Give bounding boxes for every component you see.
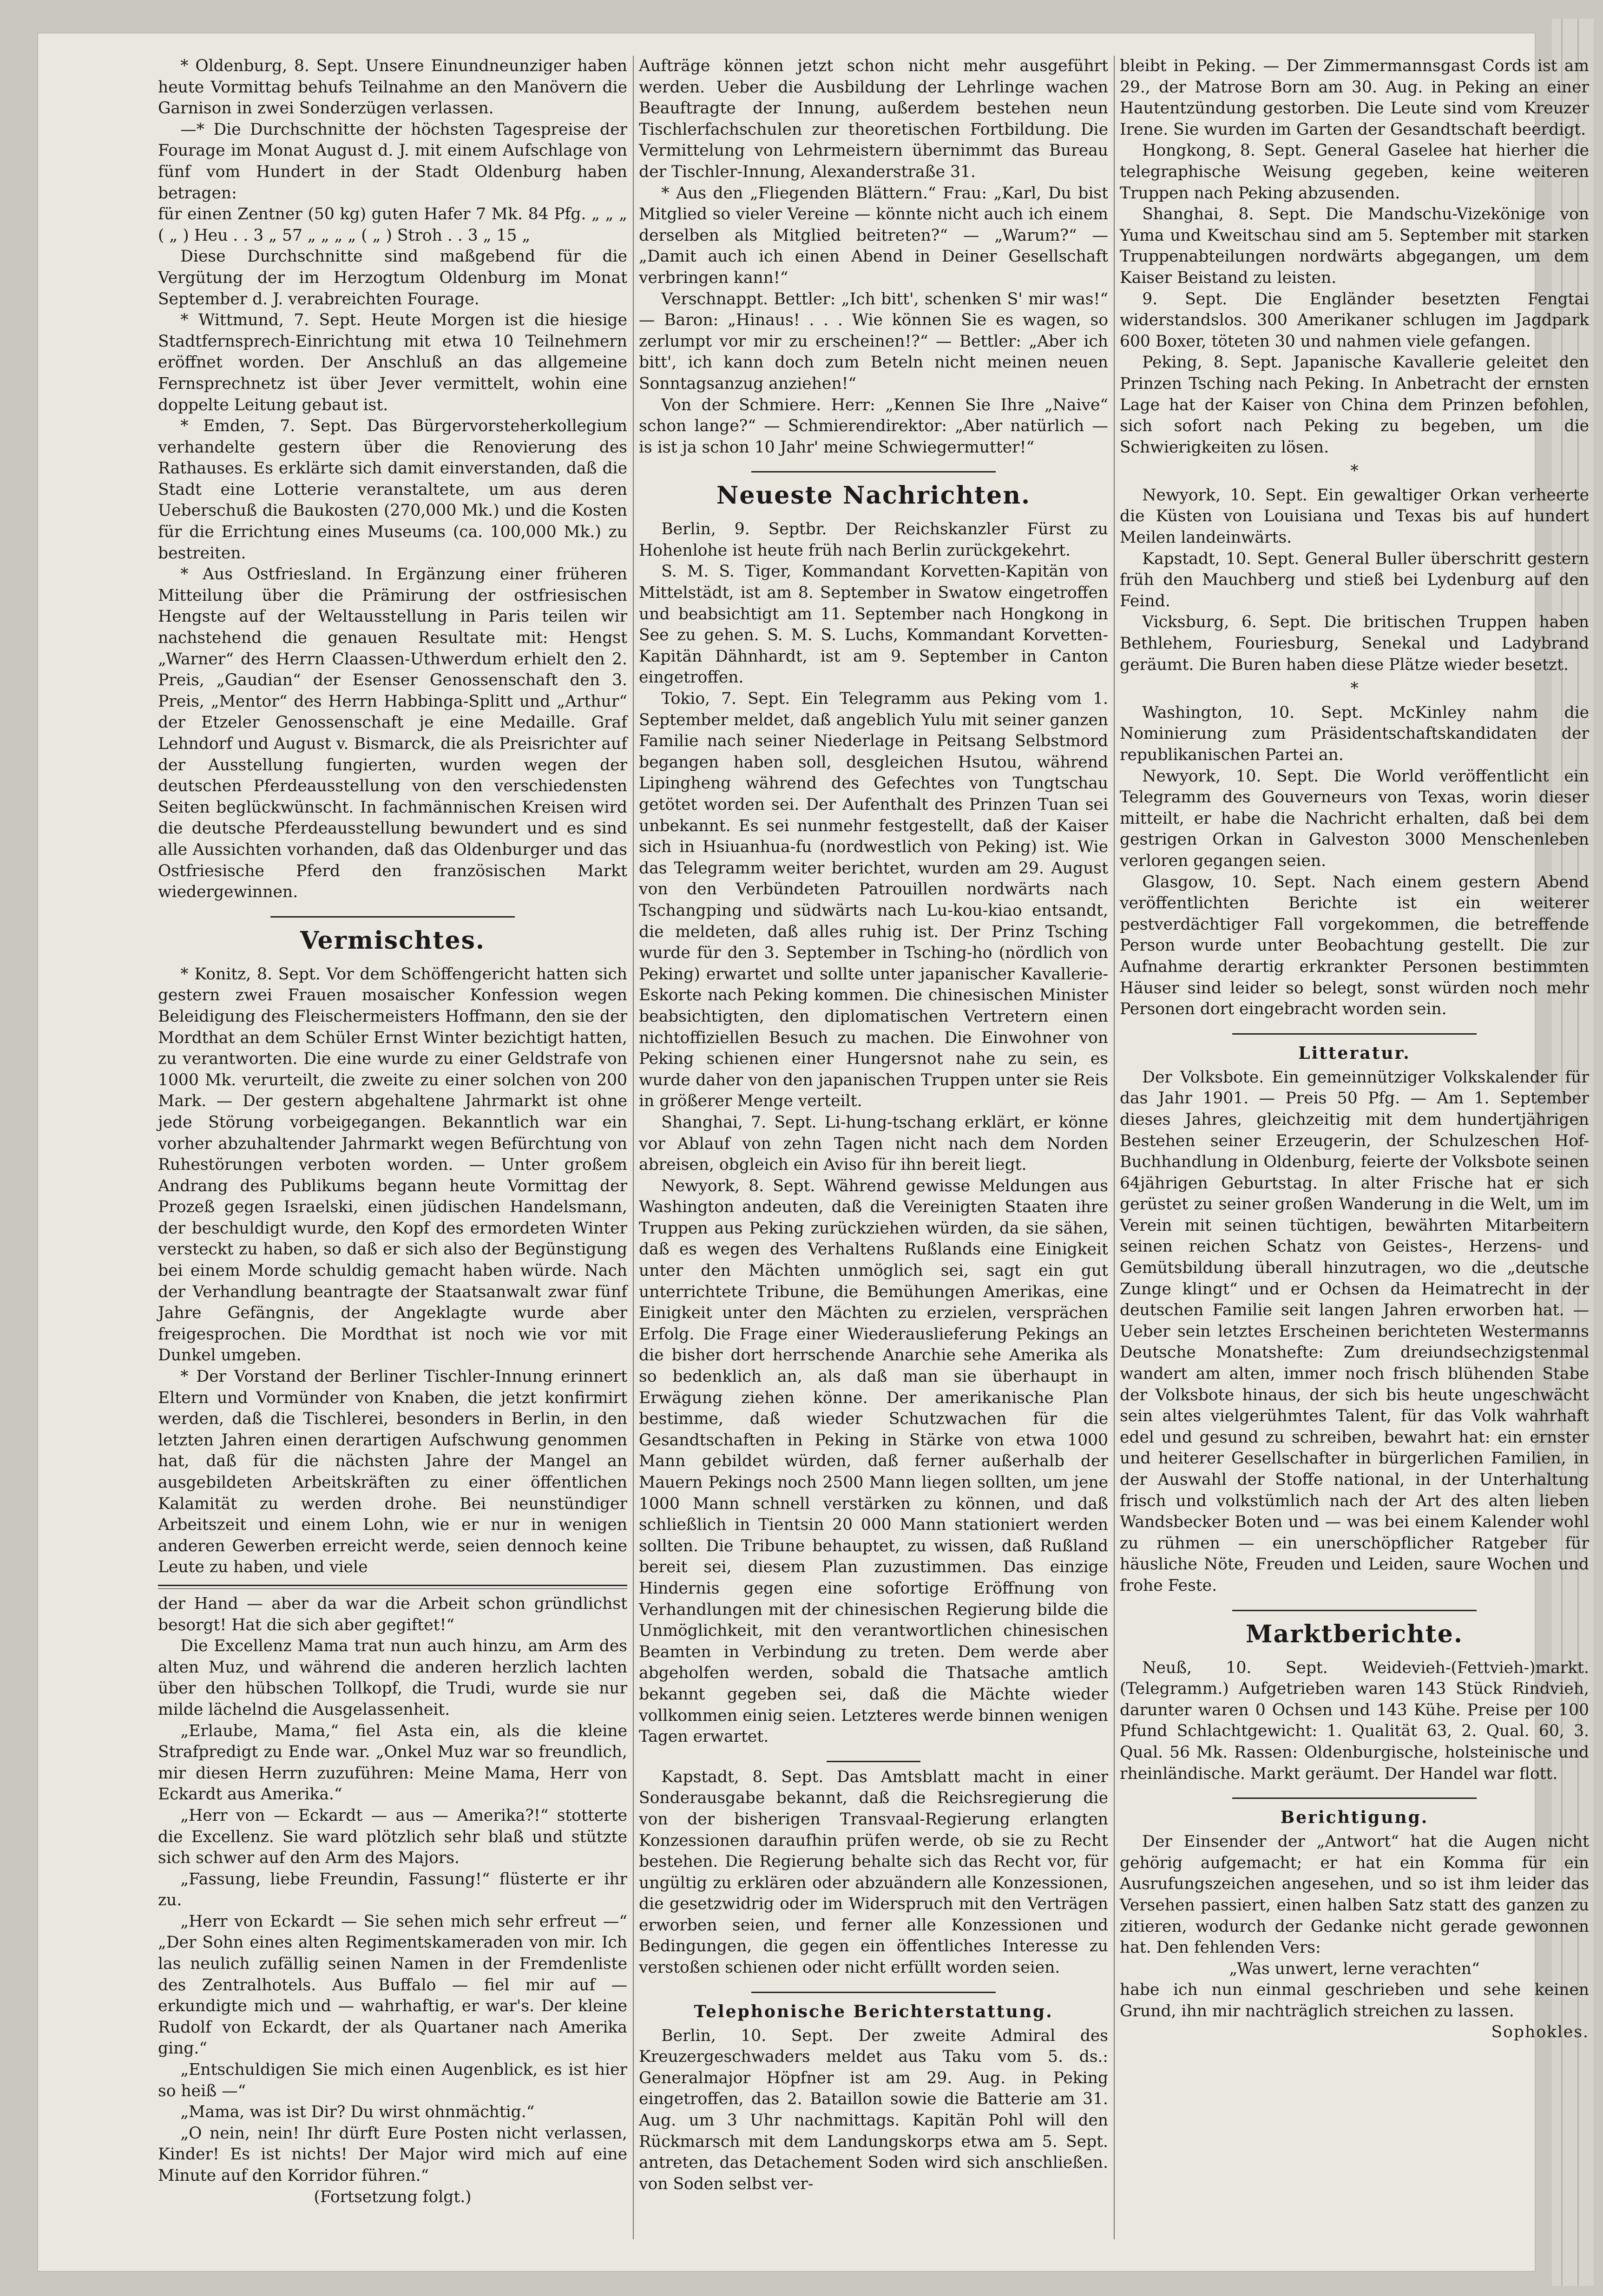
column-rule — [633, 56, 634, 2239]
article-emden: * Emden, 7. Sept. Das Bürgervorsteherkollegium verhandelte gestern über die Renovierung des Rathauses. Es erklärte sich damit einverstanden, daß die Stadt eine Lotterie veranstaltete, um aus deren Ueberschuß die Baukosten (270,000 Mk.) und die Kosten für die Errichtung eines Museums (ca. 100,000 Mk.) zu bestreiten. — [158, 417, 627, 563]
feuilleton-para: „Herr von Eckardt — Sie sehen mich sehr erfreut —“ „Der Sohn eines alten Regimentskameraden von mir. Ich las neulich zufällig seinen Namen in der Fremdenliste des Zentralhotels. Aus Buffalo — fiel mir auf — erkundigte mich und — wahrhaftig, er war's. Der kleine Rudolf von Eckardt, der als Quartaner nach Amerika ging.“ — [158, 1912, 627, 2058]
article-wittmund: * Wittmund, 7. Sept. Heute Morgen ist die hiesige Stadtfernsprech-Einrichtung mit etwa 10 Teilnehmern eröffnet worden. Der Anschluß an das allgemeine Fernsprechnetz ist über Jever vermittelt, wohin eine doppelte Leitung gebaut ist. — [158, 311, 627, 414]
correction-text: Der Einsender der „Antwort“ hat die Augen nicht gehörig aufgemacht; er hat ein Komma für ein Ausrufungszeichen angesehen, und so ist ihm leider das Versehen passiert, einen halben Satz statt des ganzen zu zitieren, wodurch der Gedanke nicht gerade gewonnen hat. Den fehlenden Vers: — [1120, 1832, 1589, 1957]
article-oldenburg: * Oldenburg, 8. Sept. Unsere Einundneunziger haben heute Vormittag behufs Teilnahme an den Manövern die Garnison in zwei Sonderzügen verlassen. — [158, 57, 627, 118]
heading-litteratur: Litteratur. — [1298, 1043, 1411, 1063]
news-peking: Peking, 8. Sept. Japanische Kavallerie geleitet den Prinzen Tsching nach Peking. In Anbetracht der ernsten Lage hat der Kaiser von China dem Prinzen befohlen, sich sofort nach Peking zu begeben, um die Schwierigkeiten zu lösen. — [1120, 353, 1589, 457]
section-divider — [751, 471, 995, 472]
heading-neueste-nachrichten: Neueste Nachrichten. — [716, 481, 1031, 510]
news-newyork-galveston: Newyork, 10. Sept. Die World veröffentlicht ein Telegramm des Gouverneurs von Texas, worin dieser mitteilt, er habe die Nachricht erhalten, daß bei dem gestrigen Orkan in Galveston 3000 Menschenleben verloren gegangen seien. — [1120, 767, 1589, 870]
article-konitz: * Konitz, 8. Sept. Vor dem Schöffengericht hatten sich gestern zwei Frauen mosaischer Konfession wegen Beleidigung des Fleischermeisters Hoffmann, den sie der Mordthat an dem Schüler Ernst Winter bezichtigt hatten, zu verantworten. Die eine wurde zu einer Geldstrafe von 1000 Mk. verurteilt, die zweite zu einer solchen von 200 Mark. — Der gestern abgehaltene Jahrmarkt ist ohne jede Störung vorbeigegangen. Bekanntlich war ein vorher abzuhaltender Jahrmarkt wegen Befürchtung von Ruhestörungen verboten worden. — Unter großem Andrang des Publikums begann heute Vormittag der Prozeß gegen Israelski, einen jüdischen Handelsmann, der beschuldigt wurde, den Kopf des ermordeten Winter versteckt zu haben, so daß er sich also der Begünstigung bei einem Morde schuldig gemacht haben würde. Nach der Verhandlung beantragte der Staatsanwalt zwar fünf Jahre Gefängnis, der Angeklagte wurde aber freigesprochen. Die Mordthat ist noch wie vor mit Dunkel umgeben. — [158, 964, 627, 1365]
feuilleton-para: „Mama, was ist Dir? Du wirst ohnmächtig.“ — [180, 2103, 535, 2122]
feuilleton-divider — [158, 1585, 627, 1589]
news-kapstadt-buller: Kapstadt, 10. Sept. General Buller überschritt gestern früh den Mauchberg und stieß bei Lydenburg auf den Feind. — [1120, 549, 1589, 610]
feuilleton-para: „Herr von — Eckardt — aus — Amerika?!“ stotterte die Excellenz. Sie ward plötzlich sehr blaß und stützte sich schwer auf den Arm des Majors. — [158, 1806, 627, 1868]
news-berlin-telephon: Berlin, 10. Sept. Der zweite Admiral des Kreuzergeschwaders meldet aus Taku vom 5. ds.: Generalmajor Höpfner ist am 29. Aug. in Peking eingetroffen, das 2. Bataillon sowie die Batterie am 31. Aug. um 3 Uhr nachmittags. Kapitän Pohl will den Rückmarsch mit dem Landungskorps etwa am 5. Sept. antreten, das Detachement Soden wird sich anschließen. von Soden selbst ver- — [639, 2026, 1108, 2193]
section-divider — [827, 1761, 920, 1762]
article-fliegende-blaetter: * Aus den „Fliegenden Blättern.“ Frau: „Karl, Du bist Mitglied so vieler Vereine — könnte nicht auch ich einem derselben als Mitglied beitreten?“ — „Warum?“ — „Damit auch ich einen Abend in Deiner Gesellschaft verbringen kann!“ — [639, 184, 1108, 287]
market-neuss: Neuß, 10. Sept. Weidevieh-(Fettvieh-)markt. (Telegramm.) Aufgetrieben waren 143 Stück Rindvieh, darunter waren 0 Ochsen und 143 Kühe. Preise per 100 Pfund Schlachtgewicht: 1. Qualität 63, 2. Qual. 60, 3. Qual. 56 Mk. Rassen: Oldenburgische, holsteinische und rheinländische. Markt geräumt. Der Handel war flott. — [1120, 1658, 1589, 1783]
article-ostfriesland: * Aus Ostfriesland. In Ergänzung einer früheren Mitteilung über die Prämirung der ostfriesischen Hengste auf der Weltausstellung in Paris teilen wir nachstehend die genauen Resultate mit: Hengst „Warner“ des Herrn Claassen-Uthwerdum erhielt den 2. Preis, „Gaudian“ der Esenser Genossenschaft den 3. Preis, „Mentor“ des Herrn Habbinga-Splitt und „Arthur“ der Etzeler Genossenschaft je eine Medaille. Graf Lehndorf und August v. Bismarck, die als Preisrichter auf der Ausstellung fungierten, wurden wegen der deutschen Pferdeausstellung von den verschiedensten Seiten beglückwünscht. In fachmännischen Kreisen wird die deutsche Pferdeausstellung bewundert und es sind alle Aussichten vorhanden, daß das Oldenburger und das Ostfriesische Pferd den französischen Markt wiedergewinnen. — [158, 565, 627, 902]
heading-vermischtes: Vermischtes. — [300, 926, 486, 955]
section-divider — [270, 916, 514, 918]
news-continued: bleibt in Peking. — Der Zimmermannsgast Cords ist am 29., der Matrose Born am 30. Aug. in Peking an einer Hautentzündung gestorben. Die Leute sind vom Kreuzer Irene. Sie wurden im Garten der Gesandtschaft beerdigt. — [1120, 57, 1589, 139]
section-divider — [751, 1992, 995, 1993]
news-shanghai-2: Shanghai, 8. Sept. Die Mandschu-Vizekönige von Yuma und Kweitschau sind am 5. September mit starken Truppenabteilungen nordwärts abgegangen, um dem Kaiser Beistand zu leisten. — [1120, 205, 1589, 287]
quoted-verse: „Was unwert, lerne verachten“ — [1229, 1959, 1480, 1978]
news-newyork: Newyork, 8. Sept. Während gewisse Meldungen aus Washington andeuten, daß die Vereinigten Staaten ihre Truppen aus Peking zurückziehen würden, da sie sähen, daß es wegen des Verhaltens Rußlands eine Einigkeit unter den Mächten unmöglich sei, sagt ein gut unterrichtete Tribune, die Bemühungen Amerikas, eine Einigkeit unter den Mächten zu erzielen, versprächen Erfolg. Die Frage einer Wiederauslieferung Pekings an die bisher dort herrschende Anarchie sehe Amerika als so bedenklich an, als daß man sie überhaupt in Erwägung ziehen könne. Der amerikanische Plan bestimme, daß wieder Schutzwachen für die Gesandtschaften in Peking in Stärke von etwa 1000 Mann gebildet würden, daß ferner außerhalb der Mauern Pekings noch 2500 Mann liegen sollten, um jene 1000 Mann schnell verstärken zu können, und daß schließlich in Tientsin 20 000 Mann stationiert werden sollten. Die Tribune behauptet, zu wissen, daß Rußland bereit sei, diesem Plan zuzustimmen. Das einzige Hindernis gegen eine sofortige Eröffnung von Verhandlungen mit der chinesischen Regierung bilde die Unmöglichkeit, mit den verantwortlichen chinesischen Beamten in Verbindung zu treten. Dem werde aber abgeholfen werden, sobald die Thatsache amtlich bekannt gegeben sei, daß die Mächte wieder vollkommen einig seien. Letzteres werde binnen wenigen Tagen erwartet. — [639, 1176, 1108, 1746]
article-verschnappt: Verschnappt. Bettler: „Ich bitt', schenken S' mir was!“ — Baron: „Hinaus! . . . Wie können Sie es wagen, so zerlumpt vor mir zu erscheinen!?“ — Bettler: „Aber ich bitt', ich kann doch zum Beteln nicht meinen neuen Sonntagsanzug anziehen!“ — [639, 289, 1108, 393]
signature: Sophokles. — [1491, 2023, 1589, 2042]
news-kapstadt: Kapstadt, 8. Sept. Das Amtsblatt macht in einer Sonderausgabe bekannt, daß die Reichsregierung die von der bisherigen Transvaal-Regierung erlangten Konzessionen daraufhin prüfen werde, ob sie zu Recht bestehen. Die Regierung behalte sich das Recht vor, für ungültig zu erklären oder abzuändern alle Konzessionen, die gesetzwidrig oder im Widerspruch mit den Verträgen erworben seien, und ferner alle Konzessionen und Bedingungen, die gegen ein öffentliches Interesse zu verstoßen schienen oder nicht erfüllt worden seien. — [639, 1767, 1108, 1977]
column-2 — [639, 56, 1108, 2195]
feuilleton-para: „O nein, nein! Ihr dürft Eure Posten nicht verlassen, Kinder! Es ist nichts! Der Major wird mich auf eine Minute auf den Korridor führen.“ — [158, 2124, 627, 2185]
heading-marktberichte: Marktberichte. — [1246, 1620, 1463, 1648]
feuilleton-para: „Erlaube, Mama,“ fiel Asta ein, als die kleine Strafpredigt zu Ende war. „Onkel Muz war so freundlich, mir diesen Herrn zuzuführen: Meine Mama, Herr von Eckardt aus Amerika.“ — [158, 1721, 627, 1804]
news-hongkong: Hongkong, 8. Sept. General Gaselee hat hierher die telegraphische Weisung gegeben, keine weiteren Truppen nach Peking abzusenden. — [1120, 141, 1589, 203]
feuilleton-para: „Fassung, liebe Freundin, Fassung!“ flüsterte er ihr zu. — [158, 1870, 627, 1910]
column-3 — [1120, 56, 1589, 2043]
column-1 — [158, 56, 627, 2208]
news-sms-tiger: S. M. S. Tiger, Kommandant Korvetten-Kapitän von Mittelstädt, ist am 8. September in Swatow eingetroffen und beabsichtigt am 11. September nach Hongkong in See zu gehen. S. M. S. Luchs, Kommandant Korvetten-Kapitän Dähnhardt, ist am 9. September in Canton eingetroffen. — [639, 562, 1108, 687]
star-separator: * — [1350, 462, 1359, 481]
news-tokio: Tokio, 7. Sept. Ein Telegramm aus Peking vom 1. September meldet, daß angeblich Yulu mit seiner ganzen Familie nach seiner Niederlage in Peitsang Selbstmord begangen haben soll, desgleichen Hsutou, während Lipingheng während des Gefechtes von Tungtschau getötet worden sei. Der Aufenthalt des Prinzen Tuan sei unbekannt. Es sei nunmehr festgestellt, daß der Kaiser sich in Hsiuanhua-fu (nordwestlich von Peking) ist. Wie das Telegramm weiter berichtet, wurden am 29. August von den Verbündeten Patrouillen nordwärts nach Tschangping und südwärts nach Lu-kou-kiao entsandt, die meldeten, daß alles ruhig ist. Der Prinz Tsching wurde für den 3. September in Tsching-ho (nördlich von Peking) erwartet und sollte unter japanischer Kavallerie-Eskorte nach Peking kommen. Die chinesischen Minister beabsichtigten, den diplomatischen Vertretern einen nichtoffiziellen Besuch zu machen. Die Einwohner von Peking schienen einer Hungersnot nahe zu sein, es wurde daher von den japanischen Truppen unter sie Reis in größerer Menge verteilt. — [639, 689, 1108, 1111]
article-tischler-innung: * Der Vorstand der Berliner Tischler-Innung erinnert Eltern und Vormünder von Knaben, die jetzt konfirmirt werden, daß die Tischlerei, besonders in Berlin, in den letzten Jahren einen derartigen Aufschwung genommen hat, daß für die nächsten Jahre der Mangel an ausgebildeten Arbeitskräften zu einer öffentlichen Kalamität zu werden drohe. Bei neunstündiger Arbeitszeit und einem Lohn, wie er nur in wenigen anderen Gewerben erreicht werde, seien dennoch keine Leute zu haben, und viele — [158, 1367, 627, 1577]
section-divider — [1232, 1610, 1476, 1611]
section-divider — [1232, 1797, 1476, 1799]
article-fourage-note: Diese Durchschnitte sind maßgebend für die Vergütung der im Herzogtum Oldenburg im Monat September d. J. verabreichten Fourage. — [158, 247, 627, 308]
heading-telephonische-berichterstattung: Telephonische Berichterstattung. — [694, 2001, 1053, 2021]
news-newyork-orkan: Newyork, 10. Sept. Ein gewaltiger Orkan verheerte die Küsten von Louisiana und Texas bis auf hundert Meilen landeinwärts. — [1120, 485, 1589, 547]
news-shanghai: Shanghai, 7. Sept. Li-hung-tschang erklärt, er könne vor Ablauf von zehn Tagen nicht nach dem Norden abreisen, obgleich ein Aviso für ihn bereit liegt. — [639, 1113, 1108, 1174]
news-berlin: Berlin, 9. Septbr. Der Reichskanzler Fürst zu Hohenlohe ist heute früh nach Berlin zurückgekehrt. — [639, 520, 1108, 560]
heading-berichtigung: Berichtigung. — [1280, 1808, 1429, 1828]
correction-text-end: habe ich nun einmal geschrieben und sehe keinen Grund, ihn mir nachträglich streichen zu lassen. — [1120, 1981, 1589, 2020]
review-volksbote: Der Volksbote. Ein gemeinnütziger Volkskalender für das Jahr 1901. — Preis 50 Pfg. — Am 1. September dieses Jahres, gleichzeitig mit dem hundertjährigen Bestehen seiner Erzeugerin, der Schulzeschen Hof-Buchhandlung in Oldenburg, feierte der Volksbote seinen 64jährigen Geburtstag. In alter Frische hat er sich gerüstet zu seiner großen Wanderung in die Welt, um im Verein mit seinen tüchtigen, bewährten Mitarbeitern seinen reichen Schatz von Geistes-, Herzens- und Gemütsbildung überall hinzutragen, wo die „deutsche Zunge klingt“ und er Ochsen da Heimatrecht in der deutschen Familie seit langen Jahren erworben hat. — Ueber sein letztes Erscheinen berichteten Westermanns Deutsche Monatshefte: Zum dreiundsechzigstenmal wandert am alten, immer noch frisch blühenden Stabe der Volksbote hinaus, der sich bis heute ungeschwächt sein altes vielgerühmtes Talent, für das Volk wahrhaft edel und gesund zu schreiben, bewahrt hat: ein ernster und heiterer Gesellschafter in bürgerlichen Familien, in der Auswahl der Stoffe national, in der Unterhaltung frisch und volkstümlich nach der Art des alten lieben Wandsbecker Boten und — was bei einem Kalender wohl zu rühmen — ein unerschöpflicher Ratgeber für häusliche Nöte, Freuden und Leiden, saure Wochen und frohe Feste. — [1120, 1068, 1589, 1595]
feuilleton-para: Die Excellenz Mama trat nun auch hinzu, am Arm des alten Muz, und während die anderen herzlich lachten über den hübschen Tollkopf, die Trudi, wurde sie nur milde lächelnd die Ausgelassenheit. — [158, 1637, 627, 1719]
feuilleton-para: „Entschuldigen Sie mich einen Augenblick, es ist hier so heiß —“ — [158, 2060, 627, 2100]
star-separator: * — [1350, 679, 1359, 698]
article-schmiere: Von der Schmiere. Herr: „Kennen Sie Ihre „Naive“ schon lange?“ — Schmierendirektor: „Aber natürlich — is ist ja schon 10 Jahr' meine Schwiegermutter!“ — [639, 395, 1108, 457]
article-fourage: —* Die Durchschnitte der höchsten Tagespreise der Fourage im Monat August d. J. mit einem Aufschlage von fünf vom Hundert in der Stadt Oldenburg haben betragen: — [158, 120, 627, 203]
feuilleton-para: der Hand — aber da war die Arbeit schon gründlichst besorgt! Hat die sich aber gegiftet!“ — [158, 1594, 627, 1634]
continuation-note: (Fortsetzung folgt.) — [314, 2187, 472, 2206]
column-rule — [1114, 56, 1115, 2239]
newspaper-page — [37, 33, 1589, 2272]
article-continued: Aufträge können jetzt schon nicht mehr ausgeführt werden. Ueber die Ausbildung der Lehrlinge wachen Beauftragte der Innung, außerdem bestehen neun Tischlerfachschulen zur theoretischen Fortbildung. Die Vermittelung von Lehrmeistern übernimmt das Bureau der Tischler-Innung, Alexanderstraße 31. — [639, 57, 1108, 181]
news-glasgow: Glasgow, 10. Sept. Nach einem gestern Abend veröffentlichten Berichte ist ein weiterer pestverdächtiger Fall vorgekommen, die betreffende Person wurde unter Beobachtung gestellt. Die zur Aufnahme derartig erkrankter Personen bestimmten Häuser sind leider so belegt, sonst würden noch mehr Personen dort eingebracht worden sein. — [1120, 872, 1589, 1019]
price-table: für einen Zentner (50 kg) guten Hafer 7 Mk. 84 Pfg. „ „ „ ( „ ) Heu . . 3 „ 57 „ „ „ „ ( „ ) Stroh . . 3 „ 15 „ — [158, 205, 627, 245]
news-washington: Washington, 10. Sept. McKinley nahm die Nominierung zum Präsidentschaftskandidaten der republikanischen Partei an. — [1120, 703, 1589, 764]
section-divider — [1232, 1033, 1476, 1035]
news-fengtai: 9. Sept. Die Engländer besetzten Fengtai widerstandslos. 300 Amerikaner schlugen im Jagdpark 600 Boxer, töteten 30 und nahmen viele gefangen. — [1120, 289, 1589, 351]
news-vicksburg: Vicksburg, 6. Sept. Die britischen Truppen haben Bethlehem, Fouriesburg, Senekal und Ladybrand geräumt. Die Buren haben diese Plätze wieder besetzt. — [1120, 613, 1589, 674]
